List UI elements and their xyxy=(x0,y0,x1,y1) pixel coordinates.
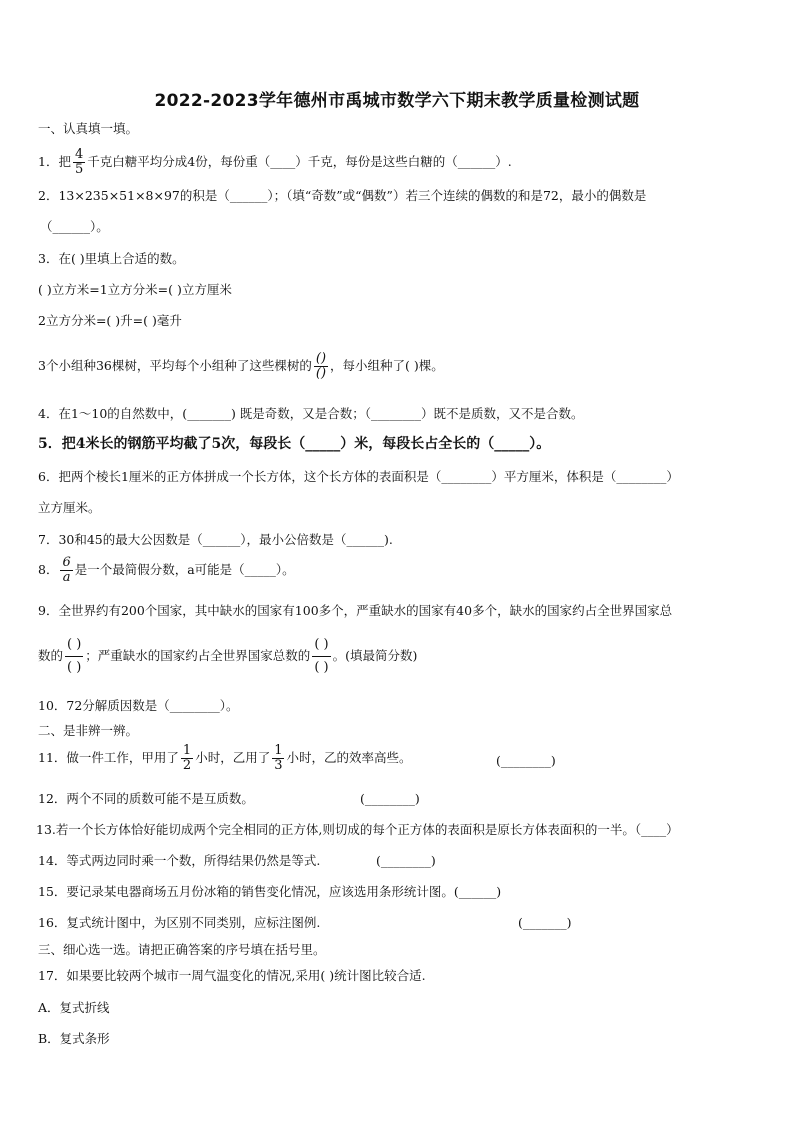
fraction: $\frac{4}{5}$ xyxy=(74,147,84,177)
question-5: 5．把4米长的钢筋平均截了5次，每段长（_____）米，每段长占全长的（_____）。 xyxy=(38,436,551,452)
fraction: $\frac{( )}{( )}$ xyxy=(312,634,330,679)
question-7: 7．30和45的最大公因数是（______），最小公倍数是（______). xyxy=(38,532,393,547)
fraction: $\frac{6}{a}$ xyxy=(62,555,71,585)
question-3: 3．在( )里填上合适的数。 xyxy=(38,251,185,266)
option-b[interactable]: B．复式条形 xyxy=(38,1031,110,1046)
answer-blank-16[interactable]: (_______) xyxy=(518,915,572,930)
fraction: $\frac{()}{()}$ xyxy=(315,351,327,381)
section-3-heading: 三、细心选一选。请把正确答案的序号填在括号里。 xyxy=(38,942,326,957)
question-12: 12．两个不同的质数可能不是互质数。 xyxy=(38,791,254,806)
question-1: 1．把 $\frac{4}{5}$ 千克白糖平均分成4份，每份重（____）千克，每份是这些白糖的（______）. xyxy=(38,147,512,177)
question-4: 4．在1～10的自然数中，(_______) 既是奇数，又是合数；（________）既不是质数，又不是合数。 xyxy=(38,406,584,421)
question-14: 14．等式两边同时乘一个数，所得结果仍然是等式. xyxy=(38,853,321,868)
question-9-line-1: 9．全世界约有200个国家，其中缺水的国家有100多个，严重缺水的国家有40多个，缺水的国家约占全世界国家总 xyxy=(38,603,673,618)
answer-blank-11[interactable]: (________) xyxy=(496,753,556,768)
fraction: $\frac{( )}{( )}$ xyxy=(65,634,83,679)
question-16: 16．复式统计图中，为区别不同类别，应标注图例. xyxy=(38,915,321,930)
question-11: 11．做一件工作，甲用了 $\frac{1}{2}$ 小时，乙用了 $\frac{1}{3}$ 小时，乙的效率高些。 xyxy=(38,743,412,773)
question-6-line-1: 6．把两个棱长1厘米的正方体拼成一个长方体，这个长方体的表面积是（________）平方厘米，体积是（________） xyxy=(38,469,679,484)
answer-blank-14[interactable]: (________) xyxy=(376,853,436,868)
question-3-line-b: 2立方分米=( )升=( )毫升 xyxy=(38,313,182,328)
section-1-heading: 一、认真填一填。 xyxy=(38,121,139,136)
section-2-heading: 二、是非辨一辨。 xyxy=(38,723,139,738)
question-2-line-1: 2．13×235×51×8×97的积是（______）；（填“奇数”或“偶数”）若三个连续的偶数的和是72，最小的偶数是 xyxy=(38,188,647,203)
question-3-line-a: ( )立方米=1立方分米=( )立方厘米 xyxy=(38,282,232,297)
question-3-line-c: 3个小组种36棵树，平均每个小组种了这些棵树的 $\frac{()}{()}$ ，每小组种了( )棵。 xyxy=(38,351,444,381)
fraction: $\frac{1}{2}$ xyxy=(182,743,192,773)
question-13: 13.若一个长方体恰好能切成两个完全相同的正方体,则切成的每个正方体的表面积是原长方体表面积的一半。（____） xyxy=(36,822,679,837)
option-a[interactable]: A．复式折线 xyxy=(38,1000,110,1015)
question-9-line-2: 数的 $\frac{( )}{( )}$ ；严重缺水的国家约占全世界国家总数的 $\frac{( )}{( )}$ 。(填最简分数) xyxy=(38,634,417,679)
fraction: $\frac{1}{3}$ xyxy=(274,743,283,773)
answer-blank-12[interactable]: (________) xyxy=(360,791,420,806)
question-6-line-2: 立方厘米。 xyxy=(38,500,101,515)
question-15: 15．要记录某电器商场五月份冰箱的销售变化情况，应该选用条形统计图。(______) xyxy=(38,884,502,899)
page-title: 2022-2023学年德州市禹城市数学六下期末教学质量检测试题 xyxy=(154,91,640,111)
question-10: 10．72分解质因数是（________）。 xyxy=(38,698,239,713)
question-17: 17．如果要比较两个城市一周气温变化的情况,采用( )统计图比较合适. xyxy=(38,968,426,983)
question-2-line-2: （______）。 xyxy=(40,219,109,234)
question-8: 8． $\frac{6}{a}$ 是一个最简假分数，a可能是（_____）。 xyxy=(38,555,295,585)
